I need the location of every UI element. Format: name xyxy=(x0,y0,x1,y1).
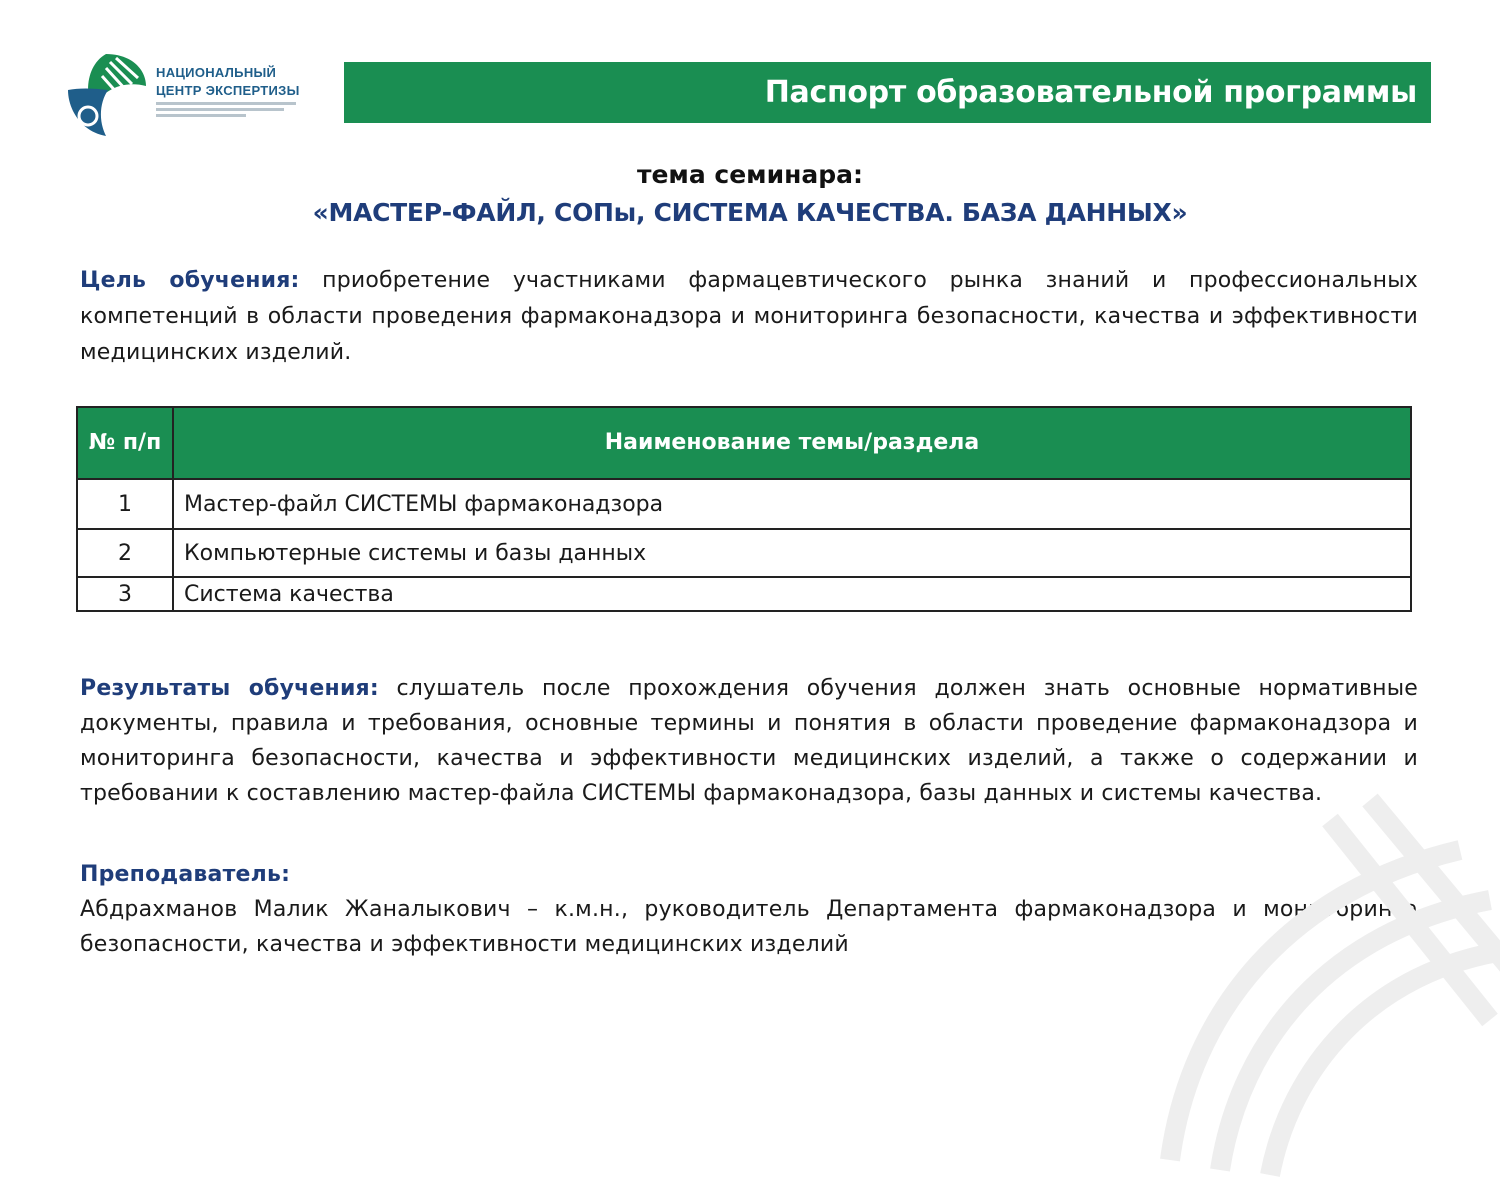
logo-emblem-icon xyxy=(62,50,148,138)
goal-text: приобретение участниками фармацевтического рынка знаний и профессиональных компетенций в области проведения фармаконадзора и мониторинга безопасности, качества и эффективности медицинских изделий. xyxy=(80,268,1418,365)
results-label: Результаты обучения: xyxy=(80,676,379,701)
header-banner xyxy=(344,62,1431,123)
topics-table xyxy=(76,406,1412,612)
table-header-row xyxy=(77,407,1411,479)
page-title: Паспорт образовательной программы xyxy=(764,75,1417,110)
table-row xyxy=(77,479,1411,529)
goal-paragraph xyxy=(80,263,1418,371)
logo xyxy=(62,50,322,140)
teacher-label: Преподаватель: xyxy=(80,862,291,887)
teacher-text: Абдрахманов Малик Жаналыкович – к.м.н., руководитель Департамента фармаконадзора и мониторинга безопасности, качества и эффективности медицинских изделий xyxy=(80,897,1418,957)
row-number: 1 xyxy=(77,479,173,529)
row-number: 3 xyxy=(77,577,173,611)
topic-caption: тема семинара: xyxy=(636,160,864,189)
row-name: Система качества xyxy=(173,577,1411,611)
row-number: 2 xyxy=(77,529,173,577)
table-row xyxy=(77,529,1411,577)
column-header-name: Наименование темы/раздела xyxy=(173,407,1411,479)
logo-text-line-2: ЦЕНТР ЭКСПЕРТИЗЫ xyxy=(156,83,300,98)
goal-label: Цель обучения: xyxy=(80,268,300,293)
row-name: Мастер-файл СИСТЕМЫ фармаконадзора xyxy=(173,479,1411,529)
results-text: слушатель после прохождения обучения должен знать основные нормативные документы, правила и требования, основные термины и понятия в области проведение фармаконадзора и мониторинга безопасности, качества и эффективности медицинских изделий, а также о содержании и требовании к составлению мастер-файла СИСТЕМЫ фармаконадзора, базы данных и системы качества. xyxy=(80,676,1418,806)
topic-title: «МАСТЕР-ФАЙЛ, СОПы, СИСТЕМА КАЧЕСТВА. БАЗА ДАННЫХ» xyxy=(312,198,1188,227)
logo-subtext xyxy=(156,102,306,117)
watermark-emblem-icon xyxy=(1130,760,1500,1180)
logo-text-line-1: НАЦИОНАЛЬНЫЙ xyxy=(156,65,277,80)
table-row xyxy=(77,577,1411,611)
row-name: Компьютерные системы и базы данных xyxy=(173,529,1411,577)
column-header-number: № п/п xyxy=(77,407,173,479)
